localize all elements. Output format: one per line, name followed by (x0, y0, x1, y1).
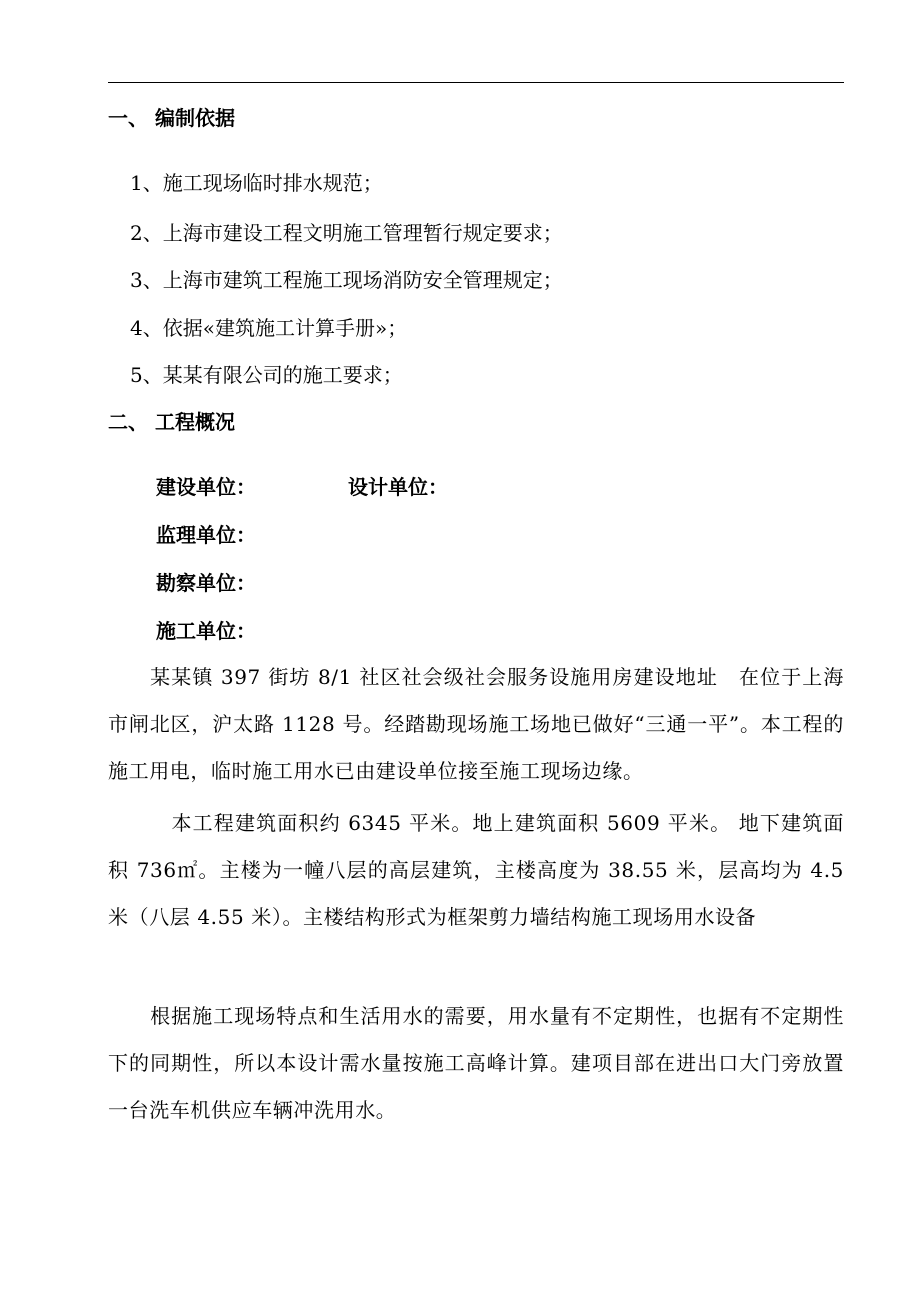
overview-paragraph-2: 本工程建筑面积约 6345 平米。地上建筑面积 5609 平米。 地下建筑面积 736㎡。主楼为一幢八层的高层建筑，主楼高度为 38.55 米，层高均为 4.5 米（八层 4.55 米）。主楼结构形式为框架剪力墙结构施工现场用水设备 (108, 811, 844, 929)
construction-unit-label: 建设单位： (156, 475, 256, 499)
header-rule (108, 82, 844, 83)
section2-heading: 二、 工程概况 (108, 410, 235, 434)
basis-item-4: 4、依据«建筑施工计算手册»； (130, 316, 408, 340)
overview-paragraph-3: 根据施工现场特点和生活用水的需要，用水量有不定期性，也据有不定期性下的同期性，所以本设计需水量按施工高峰计算。建项目部在进出口大门旁放置一台洗车机供应车辆冲洗用水。 (108, 1004, 844, 1122)
basis-item-2: 2、上海市建设工程文明施工管理暂行规定要求； (130, 221, 563, 245)
supervision-unit-label: 监理单位： (156, 523, 256, 547)
basis-item-5: 5、某某有限公司的施工要求； (130, 363, 403, 387)
basis-item-3: 3、上海市建筑工程施工现场消防安全管理规定； (130, 268, 563, 292)
contractor-unit-label: 施工单位： (156, 619, 256, 643)
design-unit-label: 设计单位： (348, 475, 448, 499)
overview-paragraph-1: 某某镇 397 街坊 8/1 社区社会级社会服务设施用房建设地址 在位于上海市闸北区，沪太路 1128 号。经踏勘现场施工场地已做好“三通一平”。本工程的施工用电，临时施工用水已由建设单位接至施工现场边缘。 (108, 665, 844, 783)
basis-item-1: 1、施工现场临时排水规范； (130, 171, 383, 195)
survey-unit-label: 勘察单位： (156, 571, 256, 595)
section1-heading: 一、 编制依据 (108, 106, 235, 130)
